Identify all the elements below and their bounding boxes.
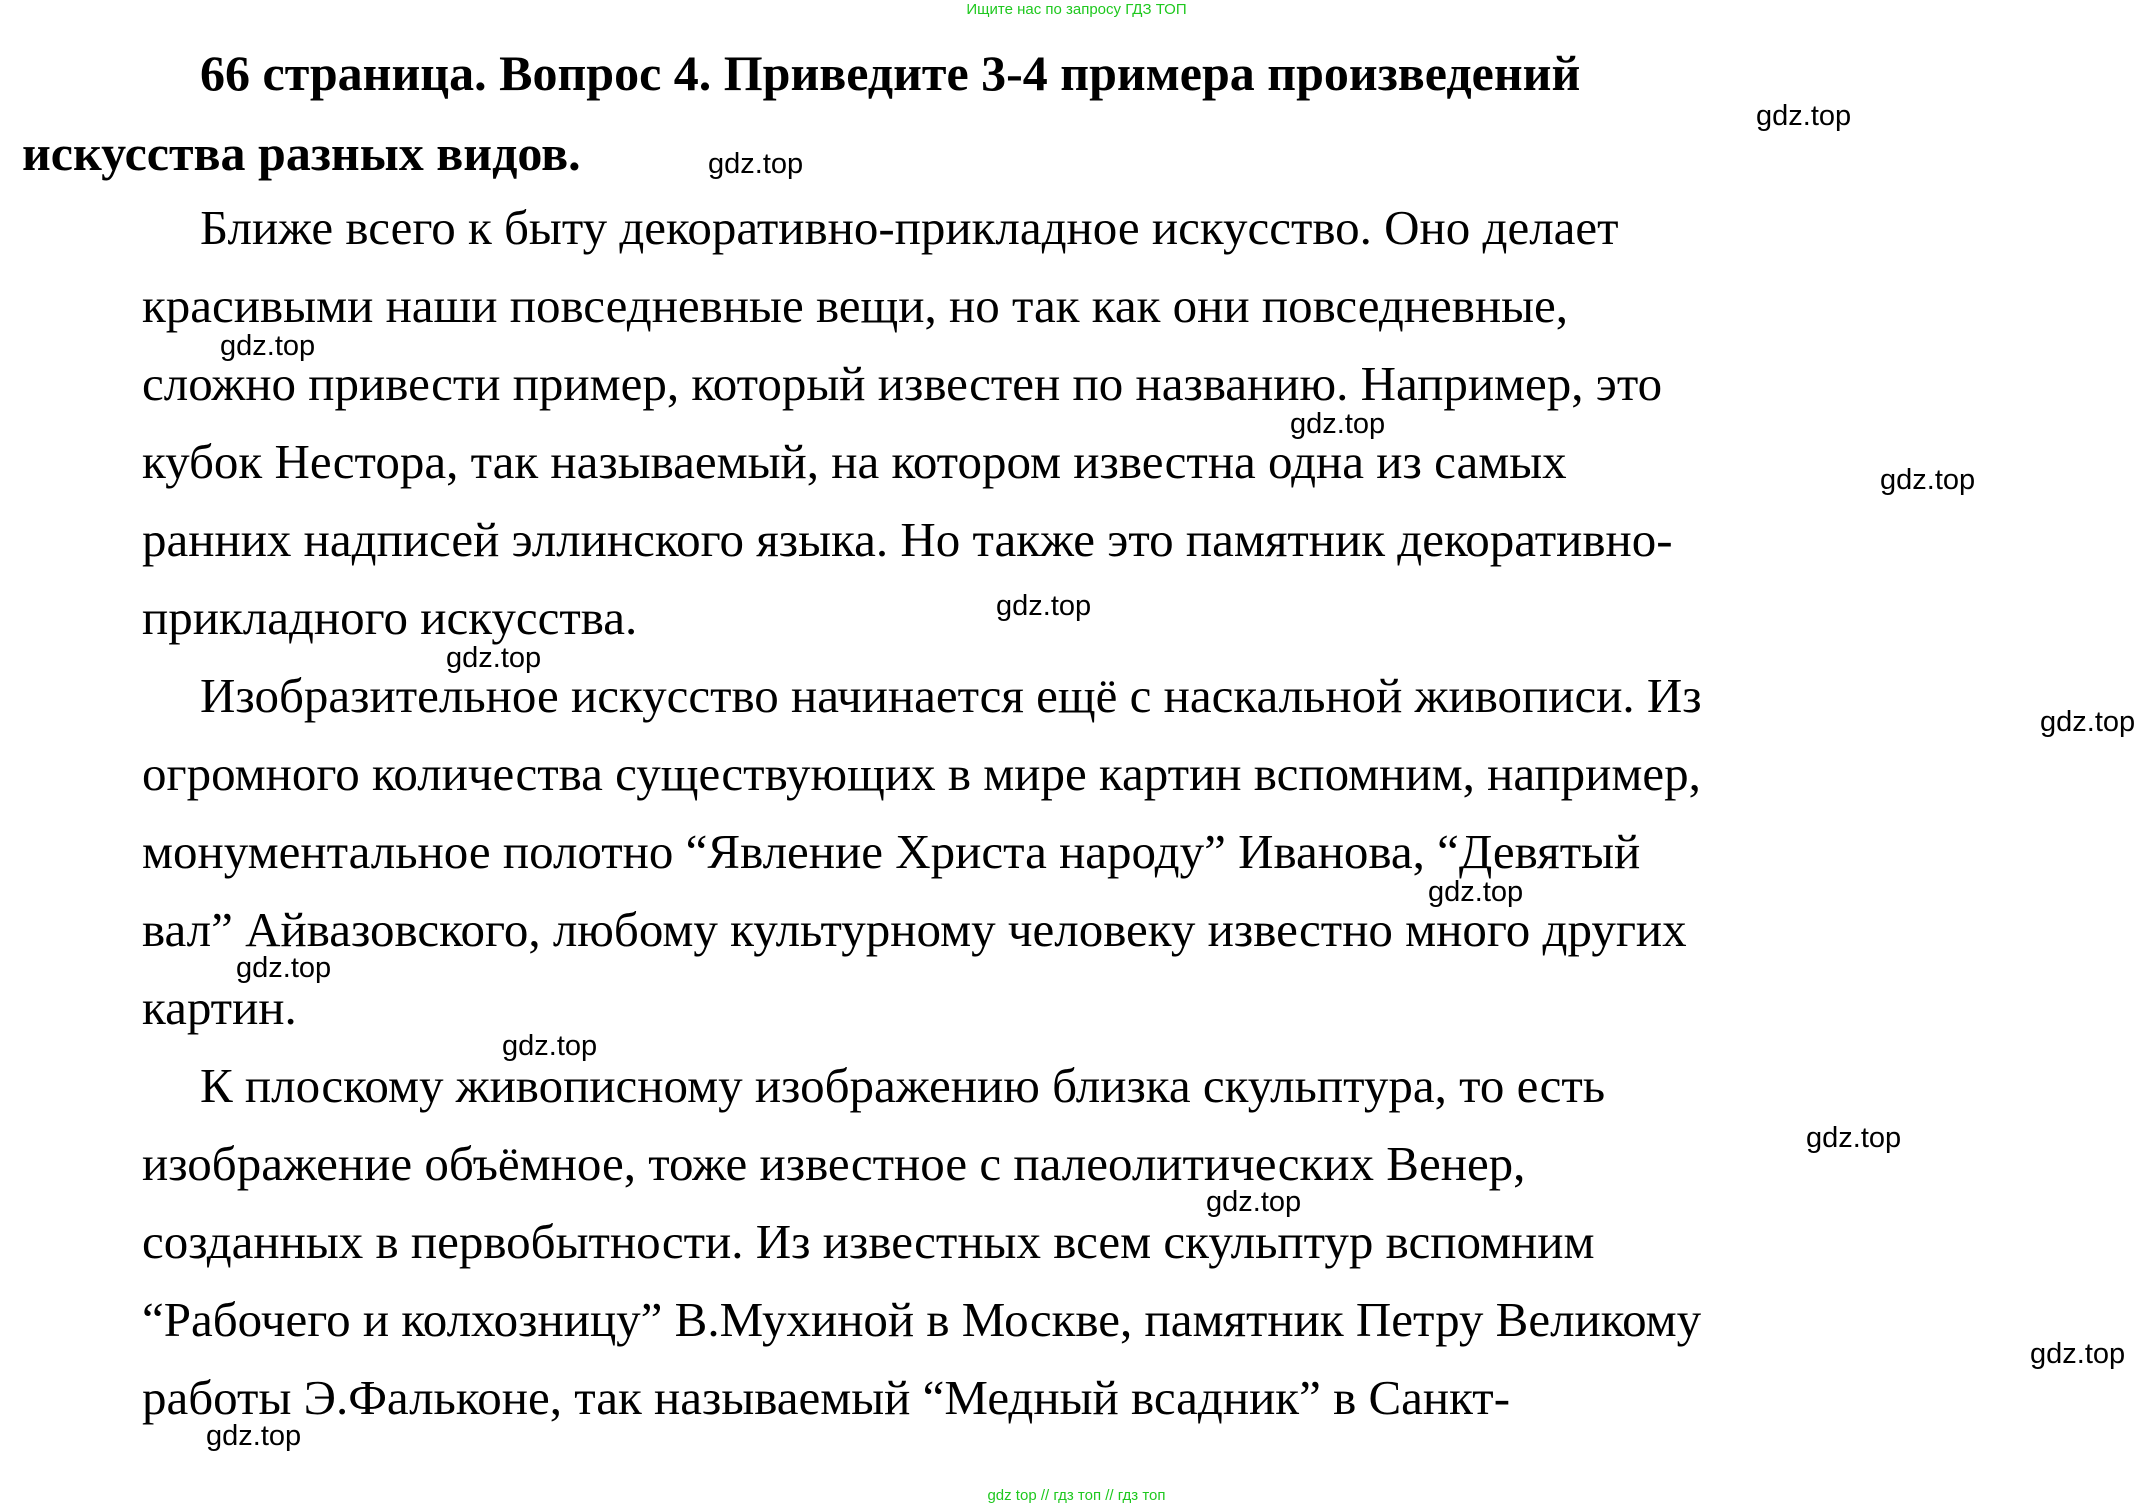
paragraph-3-line: изображение объёмное, тоже известное с палеолитических Венер, [142, 1136, 1526, 1191]
watermark: gdz.top [1290, 408, 1386, 440]
footer-links: gdz top // гдз топ // гдз топ [987, 1487, 1166, 1504]
watermark: gdz.top [236, 952, 332, 984]
question-heading-line-1: 66 страница. Вопрос 4. Приведите 3-4 примера произведений [200, 45, 1581, 101]
watermark: gdz.top [446, 642, 542, 674]
watermark: gdz.top [1756, 100, 1852, 132]
watermark: gdz.top [996, 590, 1092, 622]
paragraph-1-line: Ближе всего к быту декоративно-прикладное искусство. Оно делает [200, 200, 1619, 255]
watermark: gdz.top [2040, 706, 2136, 738]
watermark: gdz.top [502, 1030, 598, 1062]
watermark: gdz.top [206, 1420, 302, 1452]
watermark: gdz.top [220, 330, 316, 362]
watermark: gdz.top [708, 148, 804, 180]
question-heading-line-2: искусства разных видов. [22, 125, 581, 181]
watermark: gdz.top [1428, 876, 1524, 908]
paragraph-3-line: “Рабочего и колхозницу” В.Мухиной в Москве, памятник Петру Великому [142, 1292, 1702, 1347]
paragraph-1-line: ранних надписей эллинского языка. Но также это памятник декоративно- [142, 512, 1673, 567]
top-banner: Ищите нас по запросу ГДЗ ТОП [966, 1, 1187, 18]
paragraph-1-line: прикладного искусства. [142, 590, 638, 645]
paragraph-2-line: монументальное полотно “Явление Христа народу” Иванова, “Девятый [142, 824, 1641, 879]
paragraph-2-line: вал” Айвазовского, любому культурному человеку известно много других [142, 902, 1687, 957]
watermark: gdz.top [1880, 464, 1976, 496]
paragraph-1-line: красивыми наши повседневные вещи, но так как они повседневные, [142, 278, 1569, 333]
paragraph-3-line: работы Э.Фальконе, так называемый “Медный всадник” в Санкт- [142, 1370, 1511, 1425]
watermark: gdz.top [1806, 1122, 1902, 1154]
watermark: gdz.top [2030, 1338, 2126, 1370]
watermark: gdz.top [1206, 1186, 1302, 1218]
paragraph-3-line: К плоскому живописному изображению близка скульптура, то есть [200, 1058, 1606, 1113]
paragraph-1-line: кубок Нестора, так называемый, на котором известна одна из самых [142, 434, 1567, 489]
paragraph-1-line: сложно привести пример, который известен по названию. Например, это [142, 356, 1663, 411]
paragraph-2-line: огромного количества существующих в мире картин вспомним, например, [142, 746, 1701, 801]
paragraph-3-line: созданных в первобытности. Из известных всем скульптур вспомним [142, 1214, 1595, 1269]
paragraph-2-line: Изобразительное искусство начинается ещё с наскальной живописи. Из [200, 668, 1702, 723]
paragraph-2-line: картин. [142, 980, 297, 1035]
